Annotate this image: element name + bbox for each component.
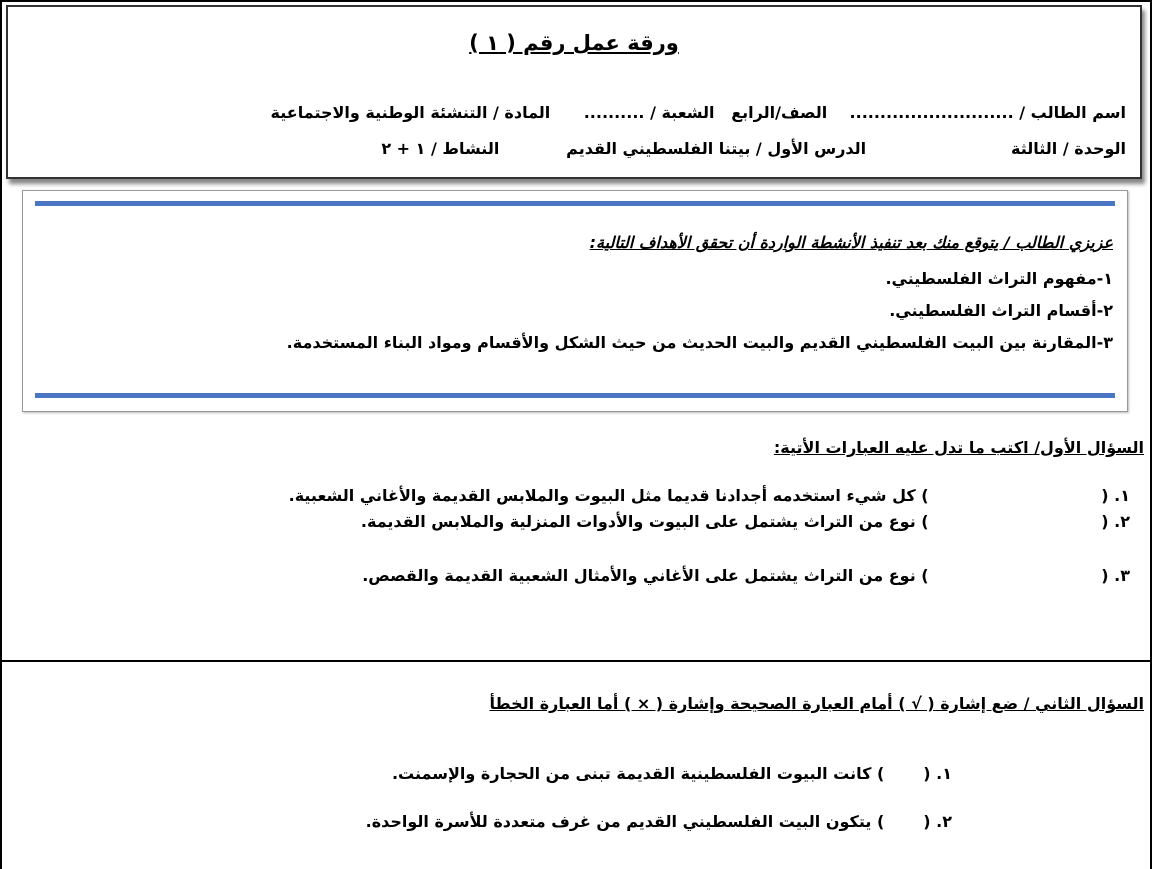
header-box — [6, 5, 1142, 179]
question1-item — [30, 566, 1130, 585]
goals-box — [22, 190, 1128, 412]
goal-item: ٢-أقسام التراث الفلسطيني. — [889, 301, 1113, 320]
goals-bottom-bar — [35, 393, 1115, 398]
item-number: ١. ( — [1101, 486, 1130, 505]
item-text: ) يتكون البيت الفلسطيني القديم من غرف متعددة للأسرة الواحدة. — [365, 812, 924, 831]
question2-item — [52, 764, 952, 783]
question1-heading: السؤال الأول/ اكتب ما تدل عليه العبارات الأتية: — [773, 438, 1144, 457]
goal-item: ٣-المقارنة بين البيت الفلسطيني القديم والبيت الحديث من حيث الشكل والأقسام ومواد البناء المستخدمة. — [286, 333, 1113, 352]
goals-intro: عزيزي الطالب / يتوقع منك بعد تنفيذ الأنشطة الواردة أن تحقق الأهداف التالية: — [589, 233, 1113, 252]
question1-item — [30, 512, 1130, 531]
goals-top-bar — [35, 201, 1115, 206]
student-info-line: اسم الطالب / ........................... الصف/الرابع الشعبة / .......... المادة / التنشئة الوطنية والاجتماعية — [270, 103, 1126, 122]
item-number: ٣. ( — [1101, 566, 1130, 585]
item-number: ٢. ( — [923, 812, 952, 831]
item-text: ) كانت البيوت الفلسطينية القديمة تبنى من الحجارة والإسمنت. — [391, 764, 924, 783]
question1-item — [30, 486, 1130, 505]
item-number: ١. ( — [923, 764, 952, 783]
item-text: ) كل شيء استخدمه أجدادنا قديما مثل البيوت والملابس القديمة والأغاني الشعبية. — [288, 486, 1102, 505]
item-text: ) نوع من التراث يشتمل على البيوت والأدوات المنزلية والملابس القديمة. — [360, 512, 1102, 531]
worksheet-title: ورقة عمل رقم ( ١ ) — [469, 31, 679, 55]
section-divider — [0, 660, 1152, 662]
item-text: ) نوع من التراث يشتمل على الأغاني والأمثال الشعبية القديمة والقصص. — [362, 566, 1102, 585]
goal-item: ١-مفهوم التراث الفلسطيني. — [885, 269, 1113, 288]
item-number: ٢. ( — [1101, 512, 1130, 531]
lesson-info-line: الوحدة / الثالثة الدرس الأول / بيتنا الفلسطيني القديم النشاط / ١ + ٢ — [381, 139, 1126, 158]
question2-heading: السؤال الثاني / ضع إشارة ( √ ) أمام العبارة الصحيحة وإشارة ( × ) أما العبارة الخطأ — [489, 694, 1144, 713]
question2-item — [52, 812, 952, 831]
